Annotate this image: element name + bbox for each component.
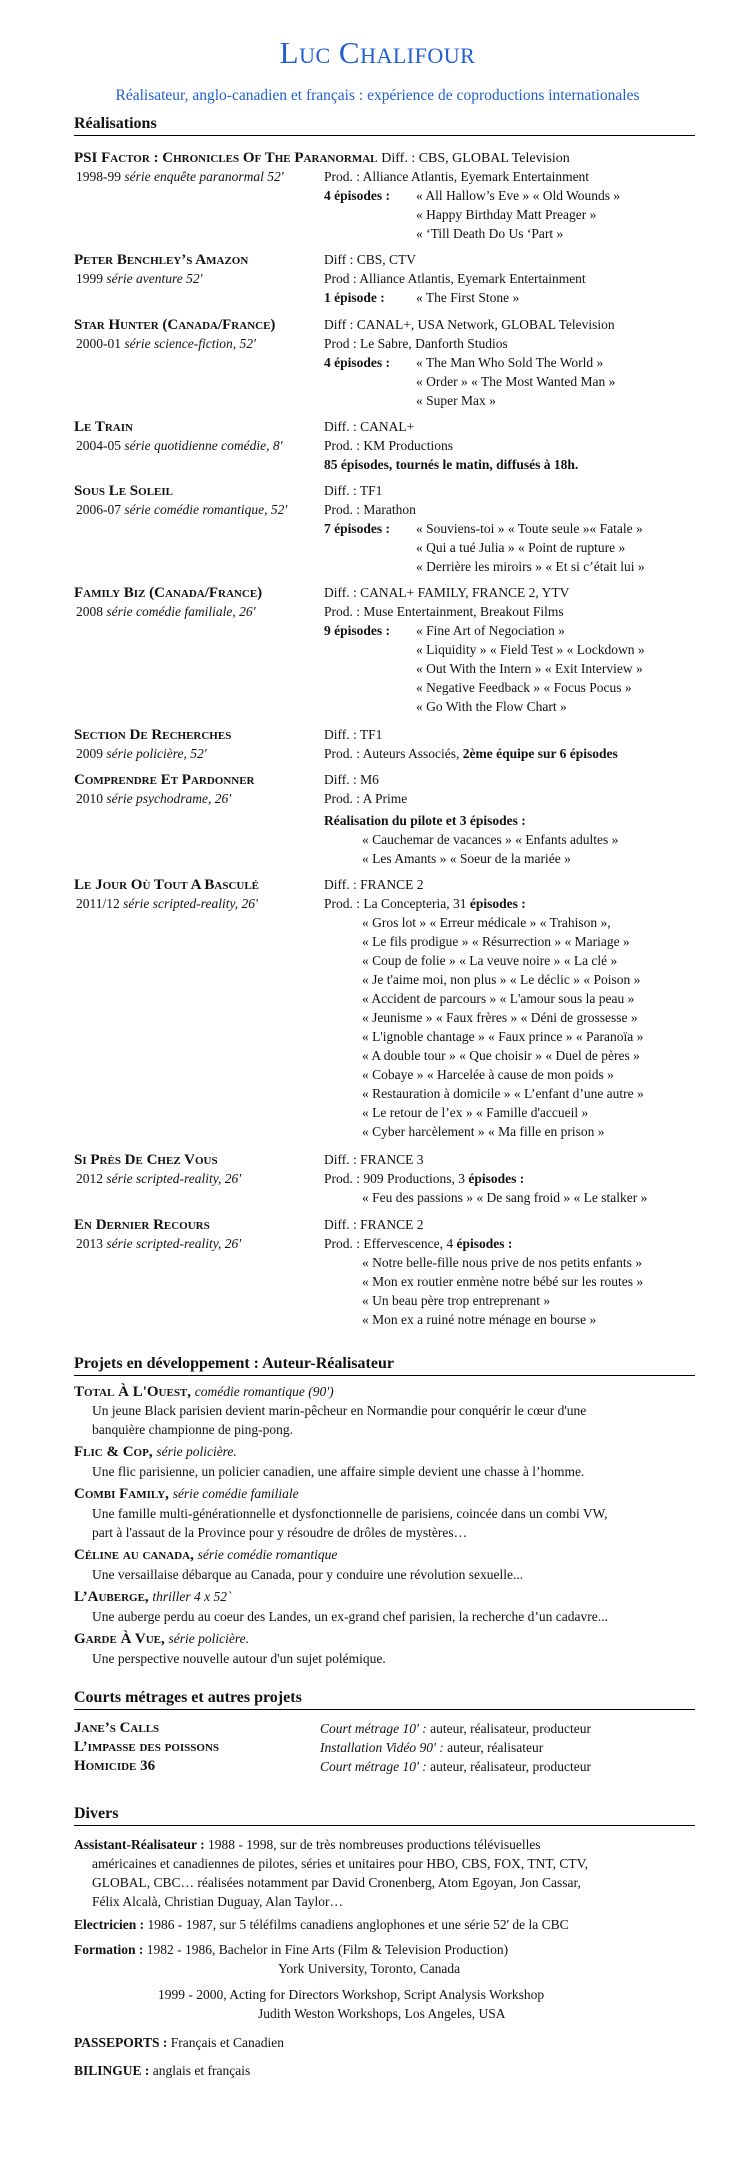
episode-line: « Je t'aime moi, non plus » « Le déclic » « Poison » xyxy=(362,972,641,987)
section-title-divers: Divers xyxy=(74,1805,119,1822)
project-title: Céline au canada, série comédie romantique xyxy=(74,1547,338,1563)
production-title: PSI Factor : Chronicles Of The Paranormal Diff. : CBS, GLOBAL Television xyxy=(74,150,570,166)
production-prod: Prod : Alliance Atlantis, Eyemark Entertainment xyxy=(324,271,586,286)
production-meta: 1999 série aventure 52' xyxy=(76,271,203,286)
episode-line: « Les Amants » « Soeur de la mariée » xyxy=(362,851,571,866)
production-prod: Prod : Le Sabre, Danforth Studios xyxy=(324,336,508,351)
production-note: 85 épisodes, tournés le matin, diffusés à 18h. xyxy=(324,457,579,472)
production-title: Sous Le Soleil xyxy=(74,483,173,499)
production-diff: Diff. : FRANCE 3 xyxy=(324,1152,424,1167)
production-diff: Diff. : FRANCE 2 xyxy=(324,1217,424,1232)
episode-line: « Qui a tué Julia » « Point de rupture » xyxy=(416,540,626,555)
production-prod: Prod. : 909 Productions, 3 épisodes : xyxy=(324,1171,525,1186)
production-meta: 2004-05 série quotidienne comédie, 8' xyxy=(76,438,283,453)
episode-line: « Souviens-toi » « Toute seule »« Fatale » xyxy=(416,521,643,536)
divers-formation-2: 1999 - 2000, Acting for Directors Workshop, Script Analysis Workshop xyxy=(158,1987,545,2002)
divers-assistant-line: américaines et canadiennes de pilotes, séries et unitaires pour HBO, CBS, FOX, TNT, CTV, xyxy=(92,1856,589,1871)
project-desc: Une flic parisienne, un policier canadien, une affaire simple devient une chasse à l’homme. xyxy=(92,1464,585,1479)
production-diff: Diff. : FRANCE 2 xyxy=(324,877,424,892)
project-desc: Une versaillaise débarque au Canada, pour y conduire une révolution sexuelle... xyxy=(92,1567,524,1582)
episode-line: « All Hallow’s Eve » « Old Wounds » xyxy=(416,188,621,203)
episode-line: « Gros lot » « Erreur médicale » « Trahison », xyxy=(362,915,611,930)
production-title: Section De Recherches xyxy=(74,727,232,743)
production-diff: Diff. : M6 xyxy=(324,772,379,787)
production-prod: Prod. : Auteurs Associés, 2ème équipe sur 6 épisodes xyxy=(324,746,618,761)
resume-subtitle: Réalisateur, anglo-canadien et français : expérience de coproductions internationales xyxy=(115,87,640,104)
project-desc: Une perspective nouvelle autour d'un sujet polémique. xyxy=(92,1651,386,1666)
short-info: Court métrage 10' : auteur, réalisateur, producteur xyxy=(320,1759,591,1774)
divers-bilingue: BILINGUE : anglais et français xyxy=(74,2063,251,2078)
episode-line: « Cobaye » « Harcelée à cause de mon poids » xyxy=(362,1067,614,1082)
episodes-label: 4 épisodes : xyxy=(324,188,391,203)
section-divider xyxy=(74,1375,695,1376)
episode-line: « Cauchemar de vacances » « Enfants adultes » xyxy=(362,832,619,847)
divers-assistant: Assistant-Réalisateur : 1988 - 1998, sur de très nombreuses productions télévisuelles xyxy=(74,1837,541,1852)
resume-name: Luc Chalifour xyxy=(279,35,476,70)
production-diff: Diff. : CANAL+ xyxy=(324,419,415,434)
section-divider xyxy=(74,135,695,136)
production-prod: Prod. : A Prime xyxy=(324,791,408,806)
production-diff: Diff : CANAL+, USA Network, GLOBAL Television xyxy=(324,317,615,332)
production-diff: Diff. : CANAL+ FAMILY, FRANCE 2, YTV xyxy=(324,585,570,600)
episode-line: « Notre belle-fille nous prive de nos petits enfants » xyxy=(362,1255,643,1270)
project-title: L’Auberge, thriller 4 x 52` xyxy=(74,1589,232,1605)
divers-formation-school: Judith Weston Workshops, Los Angeles, USA xyxy=(258,2006,506,2021)
episode-line: « Mon ex routier enmène notre bébé sur les routes » xyxy=(362,1274,644,1289)
production-title: Family Biz (Canada/France) xyxy=(74,585,263,601)
divers-assistant-line: Félix Alcalà, Christian Duguay, Alan Taylor… xyxy=(92,1894,344,1909)
project-title: Garde À Vue, série policière. xyxy=(74,1631,249,1647)
production-title: Le Jour Où Tout A Basculé xyxy=(74,877,260,893)
production-title: Peter Benchley’s Amazon xyxy=(74,252,249,268)
episodes-label: 4 épisodes : xyxy=(324,355,391,370)
production-meta: 2006-07 série comédie romantique, 52' xyxy=(76,502,288,517)
production-title: En Dernier Recours xyxy=(74,1217,210,1233)
episode-line: « ‘Till Death Do Us ‘Part » xyxy=(416,226,564,241)
production-prod: Prod. : Marathon xyxy=(324,502,416,517)
project-desc: part à l'assaut de la Province pour y résoudre de drôles de mystères… xyxy=(92,1525,468,1540)
episodes-label: 7 épisodes : xyxy=(324,521,391,536)
episode-line: « The Man Who Sold The World » xyxy=(416,355,604,370)
production-title: Comprendre Et Pardonner xyxy=(74,772,255,788)
episodes-label: 1 épisode : xyxy=(324,290,385,305)
section-title-projets: Projets en développement : Auteur-Réalisateur xyxy=(74,1355,394,1372)
episode-line: « Le fils prodigue » « Résurrection » « Mariage » xyxy=(362,934,630,949)
production-meta: 2000-01 série science-fiction, 52' xyxy=(76,336,256,351)
episode-line: « L'ignoble chantage » « Faux prince » « Paranoïa » xyxy=(362,1029,644,1044)
production-meta: 2010 série psychodrame, 26' xyxy=(76,791,232,806)
episode-line: « Jeunisme » « Faux frères » « Déni de grossesse » xyxy=(362,1010,638,1025)
project-title: Flic & Cop, série policière. xyxy=(74,1444,237,1460)
production-meta: 2009 série policière, 52' xyxy=(76,746,207,761)
episode-line: « Cyber harcèlement » « Ma fille en prison » xyxy=(362,1124,605,1139)
production-diff: Diff. : TF1 xyxy=(324,483,383,498)
short-title: Homicide 36 xyxy=(74,1758,156,1774)
episode-line: « Accident de parcours » « L'amour sous la peau » xyxy=(362,991,635,1006)
project-desc: Une auberge perdu au coeur des Landes, un ex-grand chef parisien, la recherche d’un cadavre... xyxy=(92,1609,608,1624)
section-title-realisations: Réalisations xyxy=(74,115,157,132)
production-prod: Prod. : Muse Entertainment, Breakout Films xyxy=(324,604,564,619)
episode-line: « Restauration à domicile » « L’enfant d’une autre » xyxy=(362,1086,644,1101)
production-meta: 2008 série comédie familiale, 26' xyxy=(76,604,256,619)
episode-line: « Go With the Flow Chart » xyxy=(416,699,567,714)
project-desc: banquière championne de ping-pong. xyxy=(92,1422,293,1437)
short-title: Jane’s Calls xyxy=(74,1720,160,1736)
production-note: Réalisation du pilote et 3 épisodes : xyxy=(324,813,526,828)
short-info: Installation Vidéo 90' : auteur, réalisateur xyxy=(320,1740,544,1755)
production-meta: 2013 série scripted-reality, 26' xyxy=(76,1236,242,1251)
divers-electricien: Electricien : 1986 - 1987, sur 5 téléfilms canadiens anglophones et une série 52' de la CBC xyxy=(74,1917,569,1932)
episode-line: « Feu des passions » « De sang froid » « Le stalker » xyxy=(362,1190,648,1205)
project-desc: Un jeune Black parisien devient marin-pêcheur en Normandie pour conquérir le cœur d'une xyxy=(92,1403,587,1418)
production-meta: 2012 série scripted-reality, 26' xyxy=(76,1171,242,1186)
episode-line: « Negative Feedback » « Focus Pocus » xyxy=(416,680,632,695)
episode-line: « A double tour » « Que choisir » « Duel de pères » xyxy=(362,1048,640,1063)
production-diff: Diff. : TF1 xyxy=(324,727,383,742)
episode-line: « Super Max » xyxy=(416,393,496,408)
short-info: Court métrage 10' : auteur, réalisateur, producteur xyxy=(320,1721,591,1736)
divers-assistant-line: GLOBAL, CBC… réalisées notamment par David Cronenberg, Atom Egoyan, Jon Cassar, xyxy=(92,1875,581,1890)
episode-line: « Coup de folie » « La veuve noire » « La clé » xyxy=(362,953,618,968)
production-title: Star Hunter (Canada/France) xyxy=(74,317,276,333)
section-divider xyxy=(74,1825,695,1826)
episode-line: « Mon ex a ruiné notre ménage en bourse » xyxy=(362,1312,597,1327)
episode-line: « Un beau père trop entreprenant » xyxy=(362,1293,551,1308)
episode-line: « Out With the Intern » « Exit Interview » xyxy=(416,661,643,676)
episode-line: « Liquidity » « Field Test » « Lockdown » xyxy=(416,642,645,657)
production-meta: 1998-99 série enquête paranormal 52' xyxy=(76,169,284,184)
production-title: Si Près De Chez Vous xyxy=(74,1152,218,1168)
section-title-courts: Courts métrages et autres projets xyxy=(74,1689,302,1706)
project-title: Total À L'Ouest, comédie romantique (90') xyxy=(74,1384,334,1400)
episode-line: « Fine Art of Negociation » xyxy=(416,623,565,638)
project-title: Combi Family, série comédie familiale xyxy=(74,1486,299,1502)
production-prod: Prod. : Alliance Atlantis, Eyemark Entertainment xyxy=(324,169,590,184)
episode-line: « Order » « The Most Wanted Man » xyxy=(416,374,616,389)
project-desc: Une famille multi-générationnelle et dysfonctionnelle de parisiens, coincée dans un combi VW, xyxy=(92,1506,608,1521)
production-prod: Prod. : KM Productions xyxy=(324,438,454,453)
production-diff: Diff : CBS, CTV xyxy=(324,252,417,267)
episode-line: « Derrière les miroirs » « Et si c’était lui » xyxy=(416,559,645,574)
production-meta: 2011/12 série scripted-reality, 26' xyxy=(76,896,258,911)
production-prod: Prod. : Effervescence, 4 épisodes : xyxy=(324,1236,513,1251)
production-title: Le Train xyxy=(74,419,133,435)
episode-line: « Happy Birthday Matt Preager » xyxy=(416,207,597,222)
episodes-label: 9 épisodes : xyxy=(324,623,391,638)
divers-formation: Formation : 1982 - 1986, Bachelor in Fine Arts (Film & Television Production) xyxy=(74,1942,509,1957)
divers-formation-school: York University, Toronto, Canada xyxy=(278,1961,461,1976)
episode-line: « The First Stone » xyxy=(416,290,520,305)
production-prod: Prod. : La Concepteria, 31 épisodes : xyxy=(324,896,526,911)
short-title: L’impasse des poissons xyxy=(74,1739,220,1755)
divers-passeports: PASSEPORTS : Français et Canadien xyxy=(74,2035,285,2050)
section-divider xyxy=(74,1709,695,1710)
episode-line: « Le retour de l’ex » « Famille d'accueil » xyxy=(362,1105,589,1120)
